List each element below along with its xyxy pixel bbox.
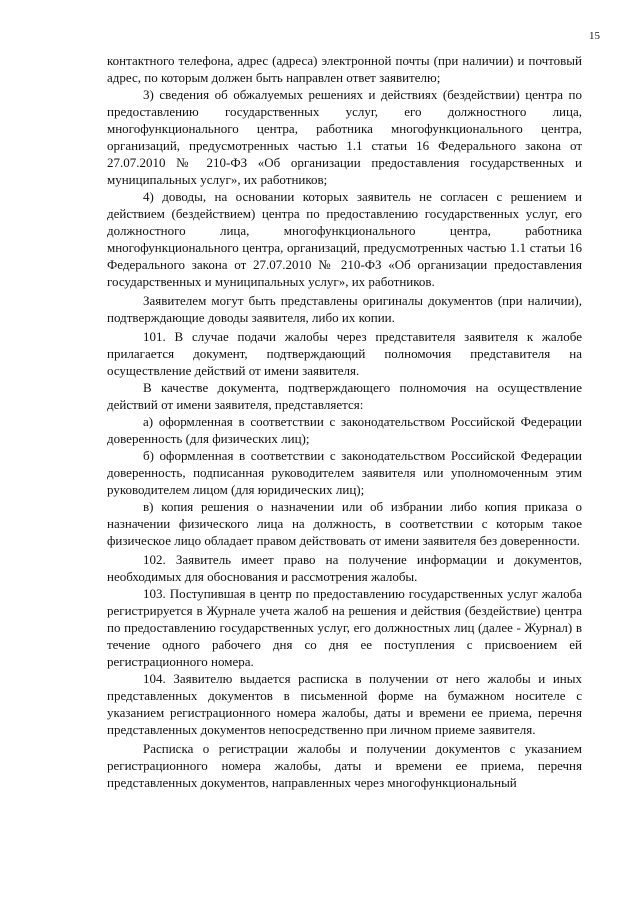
paragraph-item-a: а) оформленная в соответствии с законодательством Российской Федерации доверенность (для физических лиц); xyxy=(107,414,582,446)
paragraph-receipt: Расписка о регистрации жалобы и получении документов с указанием регистрационного номера жалобы, даты и времени ее приема, перечня представленных документов, направленных через многофункциональный xyxy=(107,741,582,790)
page-number: 15 xyxy=(589,30,600,42)
paragraph-104: 104. Заявителю выдается расписка в получении от него жалобы и иных представленных документов в письменной форме на бумажном носителе с указанием регистрационного номера жалобы, даты и времени ее приема, перечня представленных документов непосредственно при личном приеме заявителя. xyxy=(107,671,582,737)
paragraph-item-4: 4) доводы, на основании которых заявитель не согласен с решением и действием (бездействием) центра по предоставлению государственных услуг, его должностного лица, многофункционального центра, работника многофункционального центра, организаций, предусмотренных частью 1.1 статьи 16 Федерального закона от 27.07.2010 № 210-ФЗ «Об организации предоставления государственных и муниципальных услуг», их работников. xyxy=(107,189,582,289)
paragraph-item-3: 3) сведения об обжалуемых решениях и действиях (бездействии) центра по предоставлению государственных услуг, его должностного лица, многофункционального центра, работника многофункционального центра, организаций, предусмотренных частью 1.1 статьи 16 Федерального закона от 27.07.2010 № 210-ФЗ «Об организации предоставления государственных и муниципальных услуг», их работников; xyxy=(107,87,582,187)
paragraph-102: 102. Заявитель имеет право на получение информации и документов, необходимых для обоснования и рассмотрения жалобы. xyxy=(107,552,582,584)
paragraph-101: 101. В случае подачи жалобы через представителя заявителя к жалобе прилагается документ, подтверждающий полномочия представителя на осуществление действий от имени заявителя. xyxy=(107,329,582,378)
paragraph-item-b: б) оформленная в соответствии с законодательством Российской Федерации доверенность, подписанная руководителем заявителя или уполномоченным этим руководителем лицом (для юридических лиц); xyxy=(107,448,582,497)
document-body xyxy=(107,52,582,791)
paragraph-originals: Заявителем могут быть представлены оригиналы документов (при наличии), подтверждающие доводы заявителя, либо их копии. xyxy=(107,293,582,325)
paragraph-103: 103. Поступившая в центр по предоставлению государственных услуг жалоба регистрируется в Журнале учета жалоб на решения и действия (бездействие) центра по предоставлению государственных услуг, его должностных лиц (далее - Журнал) в течение одного рабочего дня со дня ее поступления с присвоением ей регистрационного номера. xyxy=(107,586,582,669)
paragraph-item-v: в) копия решения о назначении или об избрании либо копия приказа о назначении физического лица на должность, в соответствии с которым такое физическое лицо обладает правом действовать от имени заявителя без доверенности. xyxy=(107,499,582,548)
paragraph-continuation: контактного телефона, адрес (адреса) электронной почты (при наличии) и почтовый адрес, по которым должен быть направлен ответ заявителю; xyxy=(107,53,582,85)
paragraph-document-type: В качестве документа, подтверждающего полномочия на осуществление действий от имени заявителя, представляется: xyxy=(107,380,582,412)
